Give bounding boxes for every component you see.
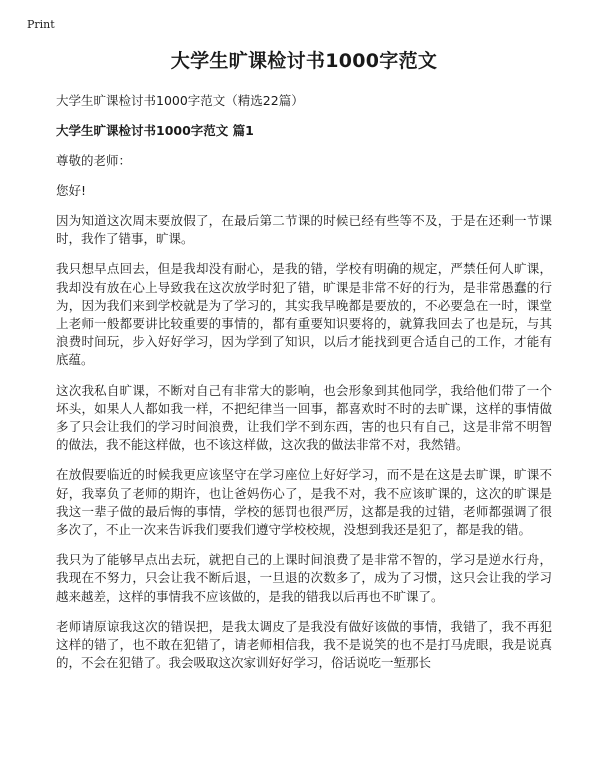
document-body bbox=[56, 48, 552, 672]
paragraph: 我只为了能够早点出去玩，就把自己的上课时间浪费了是非常不智的，学习是逆水行舟，我现在不努力，只会让我不断后退，一旦退的次数多了，成为了习惯，这只会让我的学习越来越差，这样的事情我不应该做的，是我的错我以后再也不旷课了。 bbox=[56, 552, 552, 604]
paragraph: 在放假要临近的时候我更应该坚守在学习座位上好好学习，而不是在这是去旷课，旷课不好，我辜负了老师的期许，也让爸妈伤心了，是我不对，我不应该旷课的，这次的旷课是我这一辈子做的最后悔的事情，学校的惩罚也很严厉，这都是我的过错，老师都强调了很多次了，不止一次来告诉我们要我们遵守学校校规，没想到我还是犯了，都是我的错。 bbox=[56, 467, 552, 538]
paragraph: 这次我私自旷课，不断对自己有非常大的影响，也会形象到其他同学，我给他们带了一个坏头，如果人人都如我一样，不把纪律当一回事，都喜欢时不时的去旷课，这样的事情做多了只会让我们的学习时间浪费，让我们学不到东西，害的也只有自己，这是非常不明智的做法，我不能这样做，也不该这样做，这次我的做法非常不对，我然错。 bbox=[56, 382, 552, 453]
paragraph: 我只想早点回去，但是我却没有耐心，是我的错，学校有明确的规定，严禁任何人旷课，我却没有放在心上导致我在这次放学时犯了错，旷课是非常不好的行为，是非常愚蠢的行为，因为我们来到学校就是为了学习的，其实我早晚都是要放的，不必要急在一时，课堂上老师一般都要讲比较重要的事情的，都有重要知识要将的，就算我回去了也是玩，与其浪费时间玩，步入好好学习，因为学到了知识，以后才能找到更合适自己的工作，才能有底蕴。 bbox=[56, 261, 552, 368]
paragraph: 老师请原谅我这次的错误把，是我太调皮了是我没有做好该做的事情，我错了，我不再犯这样的错了，也不敢在犯错了，请老师相信我，我不是说笑的也不是打马虎眼，我是说真的，不会在犯错了。我会吸取这次家训好好学习，俗话说吃一堑那长 bbox=[56, 618, 552, 671]
subtitle: 大学生旷课检讨书1000字范文（精选22篇） bbox=[56, 93, 304, 108]
paragraph: 因为知道这次周末要放假了，在最后第二节课的时候已经有些等不及，于是在还剩一节课时，我作了错事，旷课。 bbox=[56, 213, 552, 247]
greeting: 您好! bbox=[56, 183, 87, 198]
print-link[interactable]: Print bbox=[27, 18, 55, 31]
section-heading: 大学生旷课检讨书1000字范文 篇1 bbox=[56, 123, 254, 138]
salutation: 尊敬的老师： bbox=[56, 153, 132, 168]
page-title: 大学生旷课检讨书1000字范文 bbox=[170, 50, 438, 72]
